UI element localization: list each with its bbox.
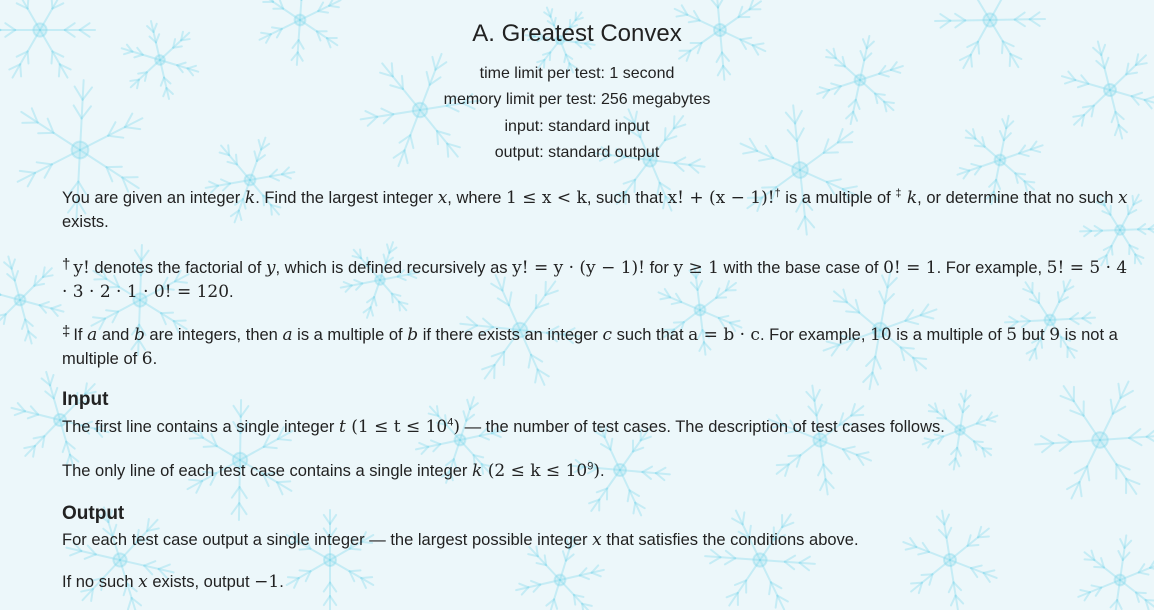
footnote-multiple: ‡ If a and b are integers, then a is a multiple of b if there exists an integer c such that a = b · c. For example, 10 is a multiple of 5 but 9 is not a multiple of 6. — [62, 323, 1118, 369]
problem-title: A. Greatest Convex — [472, 20, 682, 47]
output-line-2: If no such x exists, output −1. — [62, 572, 284, 592]
time-limit: time limit per test: 1 second — [479, 65, 675, 82]
memory-limit: memory limit per test: 256 megabytes — [443, 91, 711, 108]
footnote-factorial: † y! denotes the factorial of y, which is defined recursively as y! = y · (y − 1)! for y ≥ 1 with the base case of 0! = 1. For example, 5! = 5 · 4 · 3 · 2 · 1 · 0! = 120. — [62, 256, 1128, 302]
output-heading: Output — [62, 503, 125, 524]
output-file: output: standard output — [494, 144, 660, 161]
input-line-2: The only line of each test case contains a single integer k $(2 \le k \le 10^9)$. — [62, 460, 605, 481]
statement-paragraph: You are given an integer k. Find the largest integer x, where 1 ≤ x < k, such that x! + (x − 1)!† is a multiple of ‡ k, or determine that no such x exists. — [62, 187, 1128, 231]
input-line-1: The first line contains a single integer t $(1 \le t \le 10^4)$ — the number of test cases. The description of test cases follows. — [62, 416, 945, 437]
input-heading: Input — [62, 389, 109, 410]
output-line-1: For each test case output a single integer — the largest possible integer x that satisfies the conditions above. — [62, 530, 859, 550]
input-file: input: standard input — [504, 118, 650, 135]
